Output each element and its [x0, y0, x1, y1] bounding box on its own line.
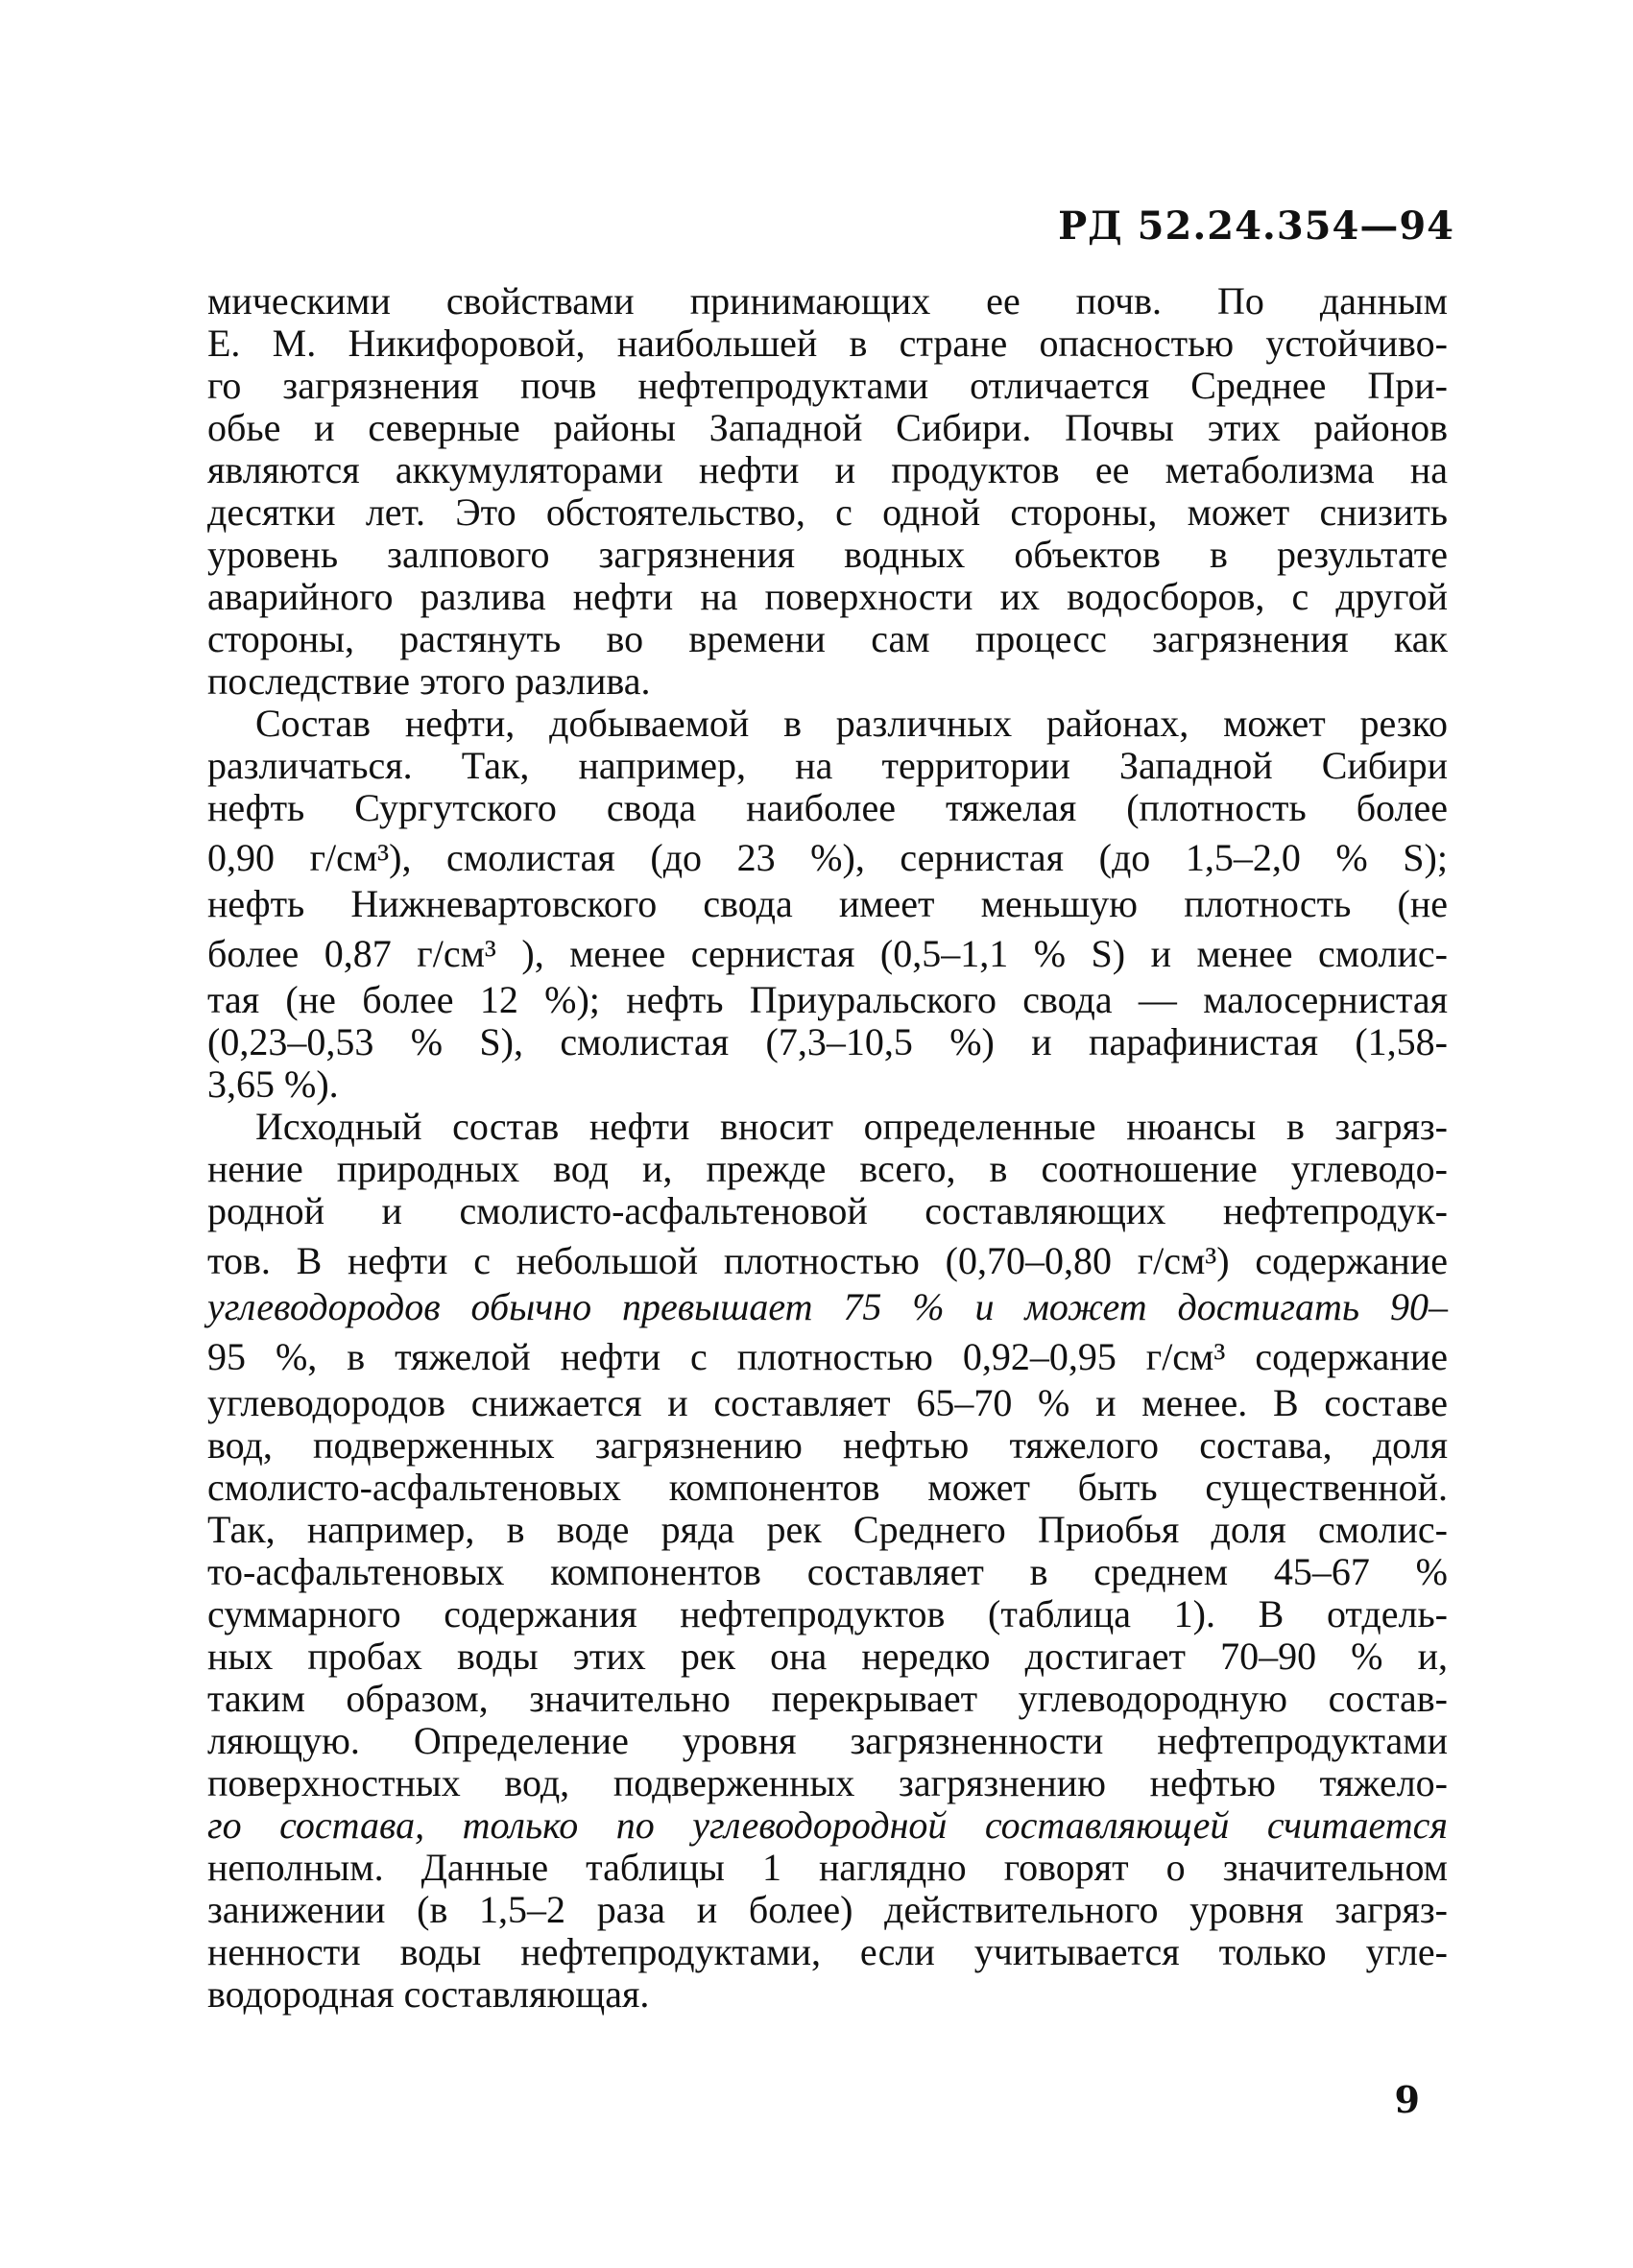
text-line: вод, подверженных загрязнению нефтью тяжелого состава, доля: [207, 1423, 1448, 1467]
text-line: водородная составляющая.: [207, 1972, 650, 2016]
text-line: нефть Сургутского свода наиболее тяжелая (плотность более: [207, 786, 1448, 829]
text-line: стороны, растянуть во времени сам процесс загрязнения как: [207, 617, 1448, 660]
text-line: аварийного разлива нефти на поверхности их водосборов, с другой: [207, 575, 1448, 618]
text-line: (0,23–0,53 % S), смолистая (7,3–10,5 %) и парафинистая (1,58-: [207, 1020, 1448, 1063]
page-number: 9: [1394, 2078, 1420, 2121]
text-line: суммарного содержания нефтепродуктов (таблица 1). В отдель-: [207, 1592, 1448, 1635]
text-line: ненности воды нефтепродуктами, если учитывается только угле-: [207, 1930, 1448, 1973]
text-line: углеводородов снижается и составляет 65–70 % и менее. В составе: [207, 1381, 1448, 1424]
paragraph-first-line: Исходный состав нефти вносит определенные нюансы в загряз-: [255, 1105, 1448, 1148]
text-line: нение природных вод и, прежде всего, в соотношение углеводо-: [207, 1147, 1448, 1190]
text-line: нефть Нижневартовского свода имеет меньшую плотность (не: [207, 882, 1448, 925]
text-line: ляющую. Определение уровня загрязненности нефтепродуктами: [207, 1719, 1448, 1762]
text-line: го состава, только по углеводородной составляющей считается: [207, 1803, 1448, 1847]
text-line: тов. В нефти с небольшой плотностью (0,70–0,80 г/см³) содержание: [207, 1239, 1448, 1282]
text-line: последствие этого разлива.: [207, 659, 651, 703]
text-line: обье и северные районы Западной Сибири. Почвы этих районов: [207, 406, 1448, 449]
text-line: Е. М. Никифоровой, наибольшей в стране опасностью устойчиво-: [207, 322, 1448, 365]
text-line: являются аккумуляторами нефти и продуктов ее метаболизма на: [207, 448, 1448, 491]
text-line: го загрязнения почв нефтепродуктами отличается Среднее При-: [207, 364, 1448, 407]
text-line: занижении (в 1,5–2 раза и более) действительного уровня загряз-: [207, 1888, 1448, 1931]
text-line: 3,65 %).: [207, 1062, 339, 1106]
text-line: десятки лет. Это обстоятельство, с одной стороны, может снизить: [207, 490, 1448, 534]
text-line: различаться. Так, например, на территории Западной Сибири: [207, 744, 1448, 787]
text-line: ных пробах воды этих рек она нередко достигает 70–90 % и,: [207, 1635, 1448, 1678]
text-line: углеводородов обычно превышает 75 % и может достигать 90–: [207, 1285, 1448, 1328]
text-line: Так, например, в воде ряда рек Среднего Приобья доля смолис-: [207, 1508, 1448, 1551]
text-line: более 0,87 г/см³ ), менее сернистая (0,5–1,1 % S) и менее смолис-: [207, 932, 1448, 975]
paragraph-first-line: Состав нефти, добываемой в различных районах, может резко: [255, 702, 1448, 745]
text-line: родной и смолисто-асфальтеновой составляющих нефтепродук-: [207, 1189, 1448, 1232]
text-line: 95 %, в тяжелой нефти с плотностью 0,92–0,95 г/см³ содержание: [207, 1335, 1448, 1378]
text-line: неполным. Данные таблицы 1 наглядно говорят о значительном: [207, 1846, 1448, 1889]
text-line: таким образом, значительно перекрывает углеводородную состав-: [207, 1677, 1448, 1720]
text-line: 0,90 г/см³), смолистая (до 23 %), сернистая (до 1,5–2,0 % S);: [207, 836, 1448, 879]
document-code-header: РД 52.24.354—94: [1058, 203, 1454, 249]
body-text: [207, 280, 1448, 2016]
text-line: уровень залпового загрязнения водных объектов в результате: [207, 533, 1448, 576]
text-line: смолисто-асфальтеновых компонентов может быть существенной.: [207, 1466, 1448, 1509]
text-line: мическими свойствами принимающих ее почв. По данным: [207, 279, 1448, 322]
text-line: тая (не более 12 %); нефть Приуральского свода — малосернистая: [207, 978, 1448, 1021]
text-line: поверхностных вод, подверженных загрязнению нефтью тяжело-: [207, 1761, 1448, 1804]
text-line: то-асфальтеновых компонентов составляет в среднем 45–67 %: [207, 1550, 1448, 1593]
